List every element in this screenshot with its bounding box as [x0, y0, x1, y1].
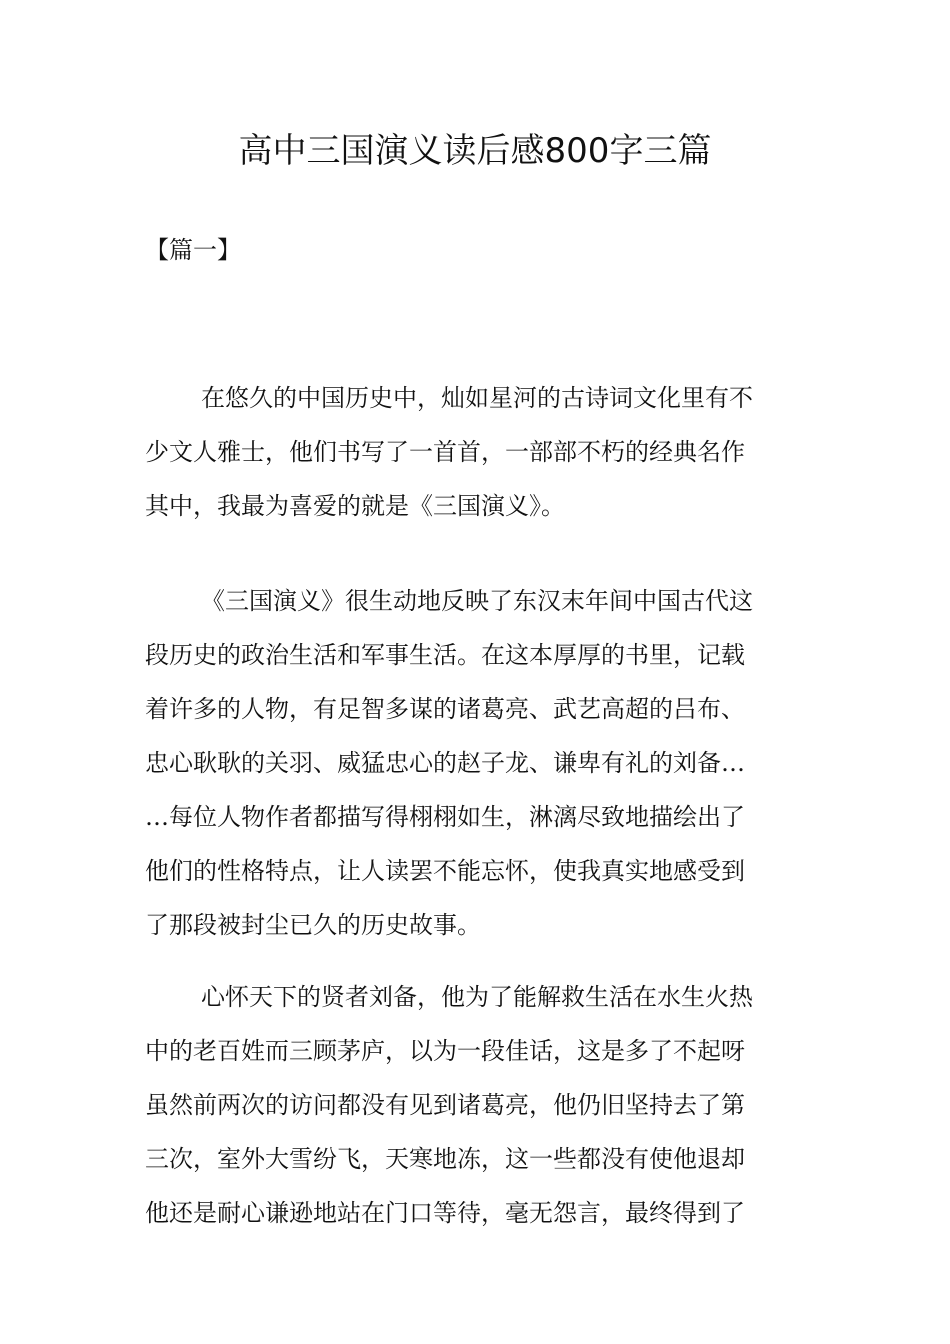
paragraph-line: 三次，室外大雪纷飞，天寒地冻，这一些都没有使他退却: [145, 1145, 745, 1173]
paragraph-line: 中的老百姓而三顾茅庐，以为一段佳话，这是多了不起呀: [145, 1037, 745, 1065]
paragraph-line: 忠心耿耿的关羽、威猛忠心的赵子龙、谦卑有礼的刘备…: [145, 749, 745, 777]
paragraph-line: 在悠久的中国历史中，灿如星河的古诗词文化里有不: [201, 384, 753, 412]
paragraph-line: 心怀天下的贤者刘备，他为了能解救生活在水生火热: [201, 983, 753, 1011]
paragraph-line: 《三国演义》很生动地反映了东汉末年间中国古代这: [201, 587, 753, 615]
paragraph-line: 着许多的人物，有足智多谋的诸葛亮、武艺高超的吕布、: [145, 695, 745, 723]
paragraph-3: [145, 970, 809, 1240]
paragraph-2: [145, 574, 809, 952]
paragraph-line: …每位人物作者都描写得栩栩如生，淋漓尽致地描绘出了: [145, 803, 745, 831]
paragraph-line: 他还是耐心谦逊地站在门口等待，毫无怨言，最终得到了: [145, 1199, 745, 1227]
document-title: 高中三国演义读后感800字三篇: [238, 131, 712, 171]
paragraph-line: 少文人雅士，他们书写了一首首，一部部不朽的经典名作: [145, 438, 745, 466]
section-label: 【篇一】: [145, 236, 241, 264]
paragraph-line: 他们的性格特点，让人读罢不能忘怀，使我真实地感受到: [145, 857, 745, 885]
paragraph-line: 其中，我最为喜爱的就是《三国演义》。: [145, 492, 565, 520]
paragraph-1: [145, 371, 809, 533]
paragraph-line: 段历史的政治生活和军事生活。在这本厚厚的书里，记载: [145, 641, 745, 669]
paragraph-line: 虽然前两次的访问都没有见到诸葛亮，他仍旧坚持去了第: [145, 1091, 745, 1119]
paragraph-line: 了那段被封尘已久的历史故事。: [145, 911, 481, 939]
